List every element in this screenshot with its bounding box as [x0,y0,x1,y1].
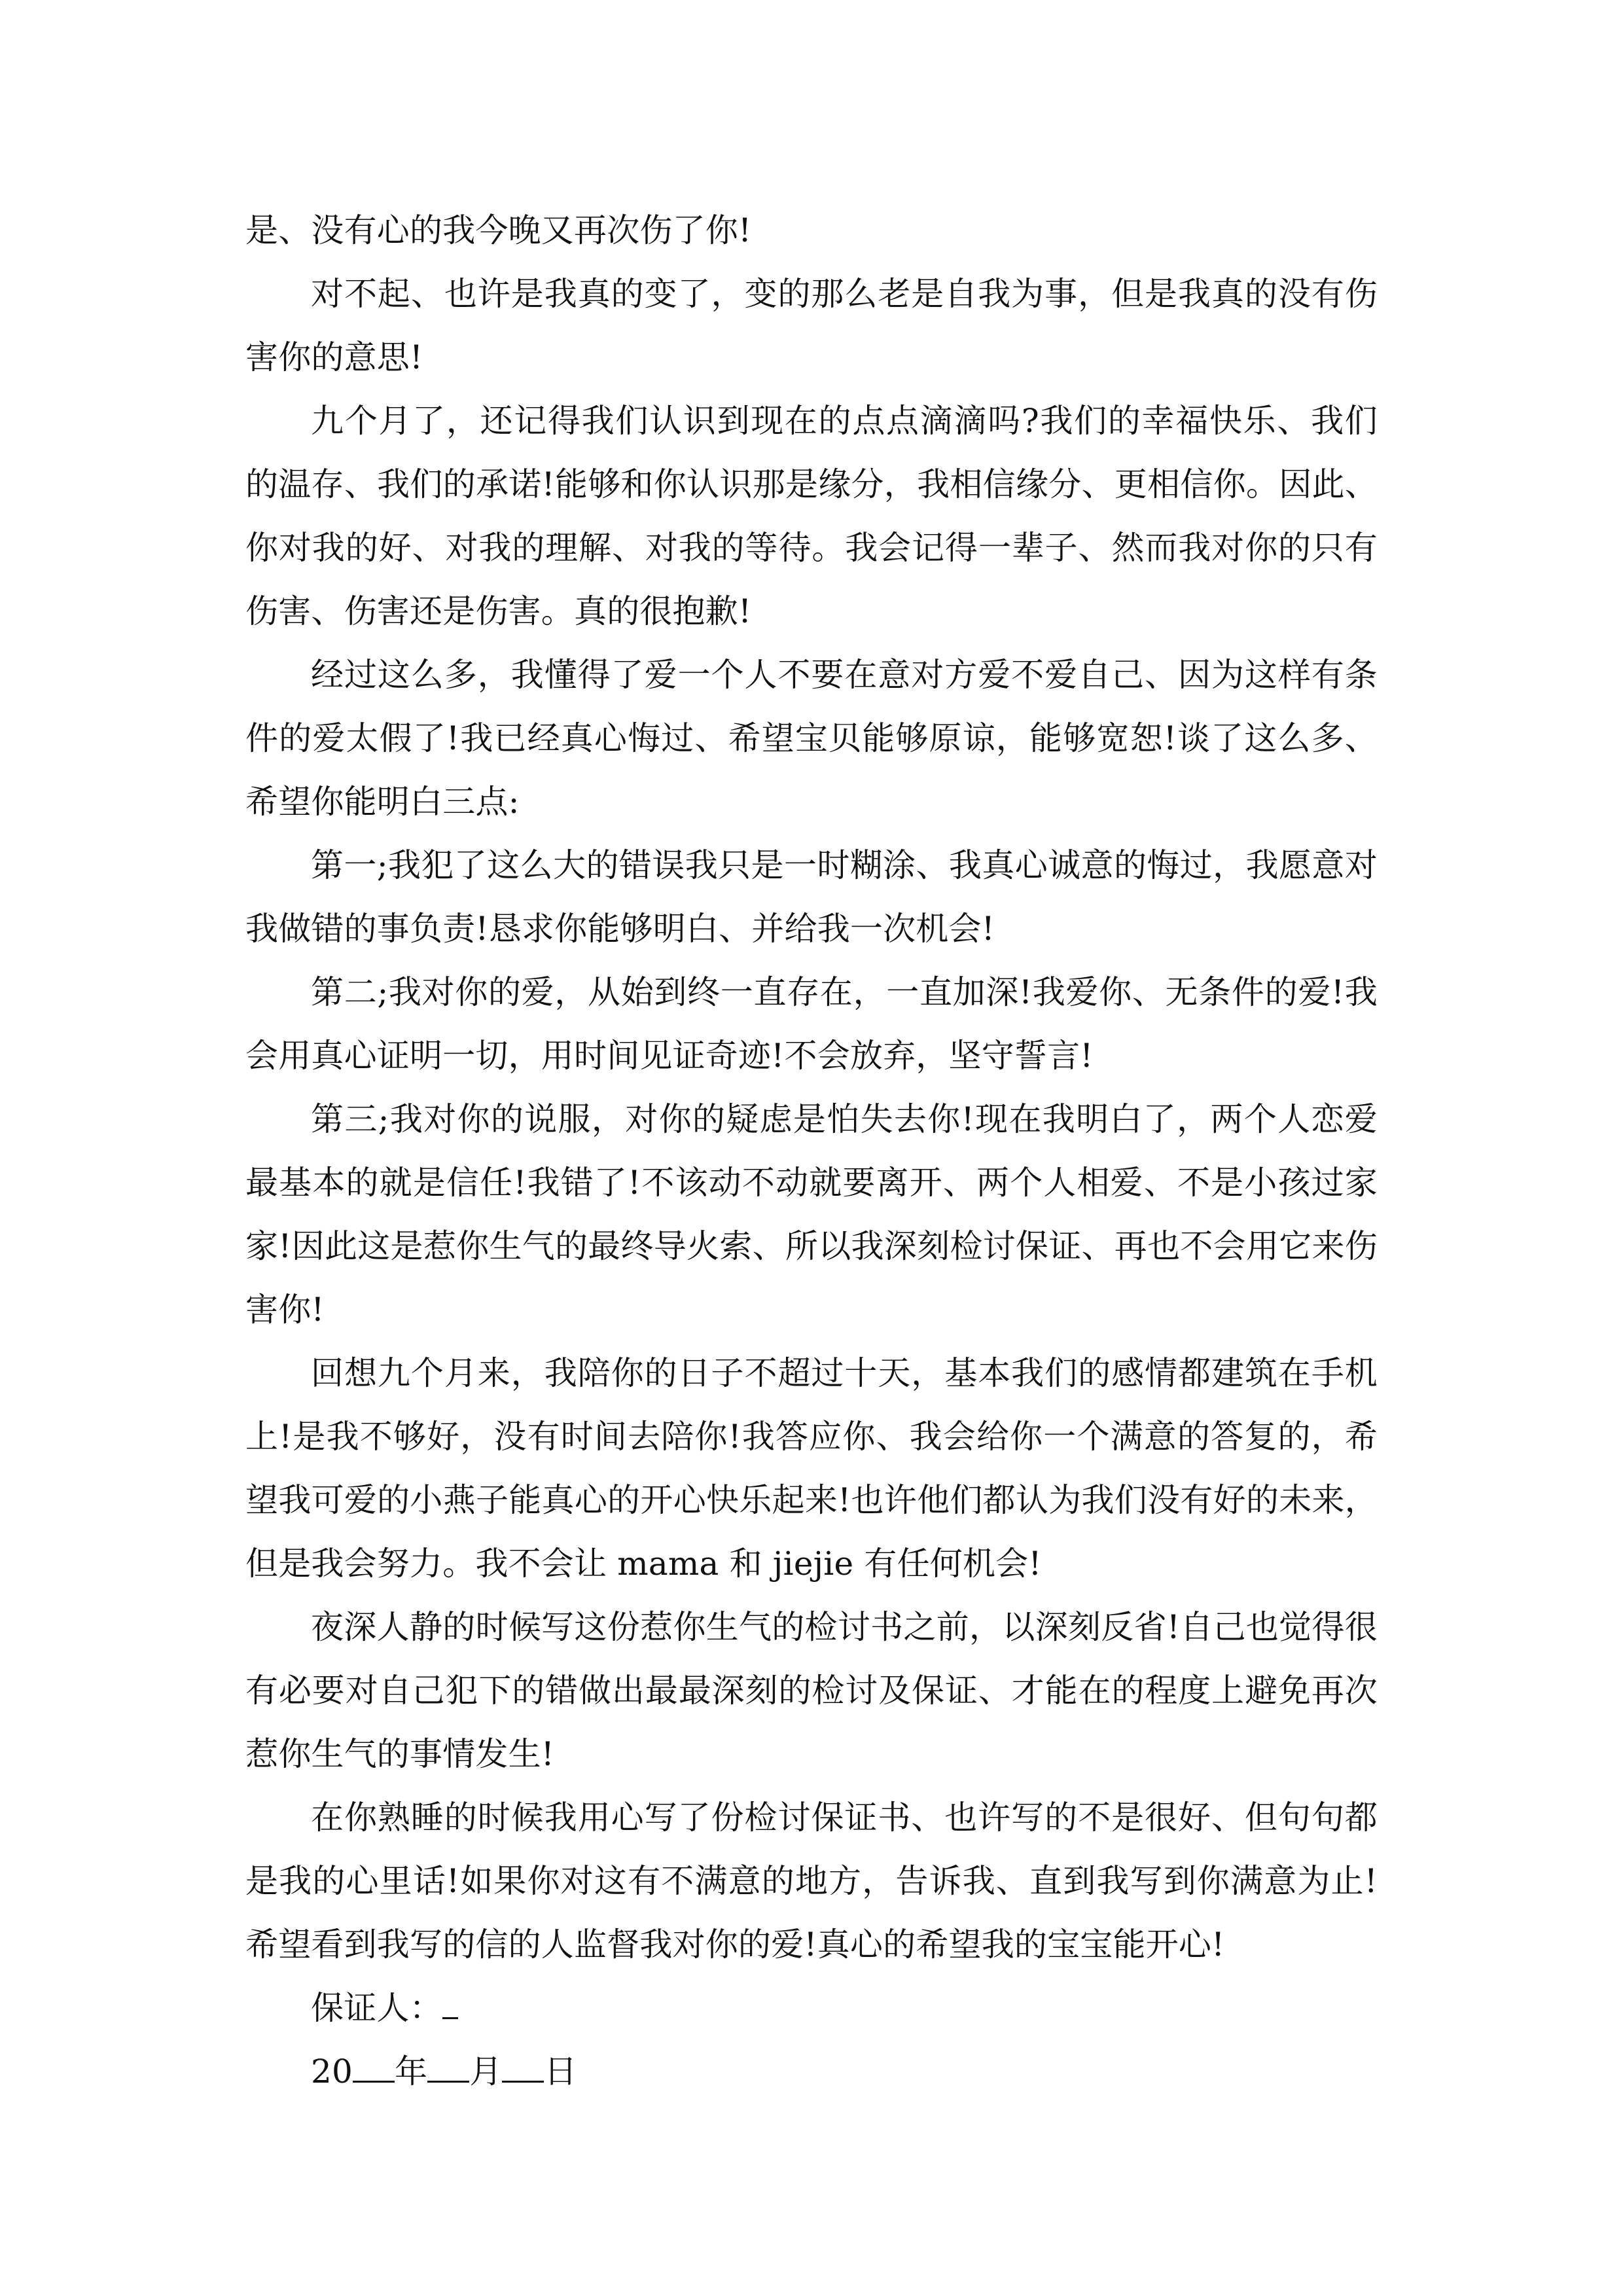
day-char: 日 [544,2053,577,2090]
paragraph: 九个月了，还记得我们认识到现在的点点滴滴吗?我们的幸福快乐、我们的温存、我们的承诺!能够和你认识那是缘分，我相信缘分、更相信你。因此、你对我的好、对我的理解、对我的等待。我会记得一辈子、然而我对你的只有伤害、伤害还是伤害。真的很抱歉! [245,402,1378,630]
signature-label: 保证人： [311,1989,442,2027]
year-char: 年 [395,2053,428,2090]
document-body [245,199,1378,2104]
paragraph: 夜深人静的时候写这份惹你生气的检讨书之前，以深刻反省!自己也觉得很有必要对自己犯下的错做出最最深刻的检讨及保证、才能在的程度上避免再次惹你生气的事情发生! [245,1608,1378,1773]
year-blank [353,2052,395,2083]
paragraph: 回想九个月来，我陪你的日子不超过十天，基本我们的感情都建筑在手机上!是我不够好，没有时间去陪你!我答应你、我会给你一个满意的答复的，希望我可爱的小燕子能真心的开心快乐起来!也许他们都认为我们没有好的未来，但是我会努力。我不会让 mama 和 jiejie 有任何机会! [245,1354,1378,1583]
paragraph: 经过这么多，我懂得了爱一个人不要在意对方爱不爱自己、因为这样有条件的爱太假了!我已经真心悔过、希望宝贝能够原谅，能够宽恕!谈了这么多、希望你能明白三点: [245,656,1378,821]
signature-line [245,1977,1378,2040]
day-blank [502,2052,544,2083]
paragraph: 第三;我对你的说服，对你的疑虑是怕失去你!现在我明白了，两个人恋爱最基本的就是信任!我错了!不该动不动就要离开、两个人相爱、不是小孩过家家!因此这是惹你生气的最终导火索、所以我深刻检讨保证、再也不会用它来伤害你! [245,1100,1378,1329]
date-line [245,2040,1378,2104]
paragraph: 是、没有心的我今晚又再次伤了你! [245,211,752,249]
paragraph: 第二;我对你的爱，从始到终一直存在，一直加深!我爱你、无条件的爱!我会用真心证明一切，用时间见证奇迹!不会放弃，坚守誓言! [245,973,1378,1075]
paragraph: 第一;我犯了这么大的错误我只是一时糊涂、我真心诚意的悔过，我愿意对我做错的事负责!恳求你能够明白、并给我一次机会! [245,846,1378,948]
month-blank [427,2052,469,2083]
paragraph: 对不起、也许是我真的变了，变的那么老是自我为事，但是我真的没有伤害你的意思! [245,275,1378,376]
signature-blank [442,1988,458,2019]
date-prefix: 20 [311,2053,353,2090]
month-char: 月 [469,2053,503,2090]
paragraph: 在你熟睡的时候我用心写了份检讨保证书、也许写的不是很好、但句句都是我的心里话!如果你对这有不满意的地方，告诉我、直到我写到你满意为止!希望看到我写的信的人监督我对你的爱!真心的希望我的宝宝能开心! [245,1799,1378,1964]
